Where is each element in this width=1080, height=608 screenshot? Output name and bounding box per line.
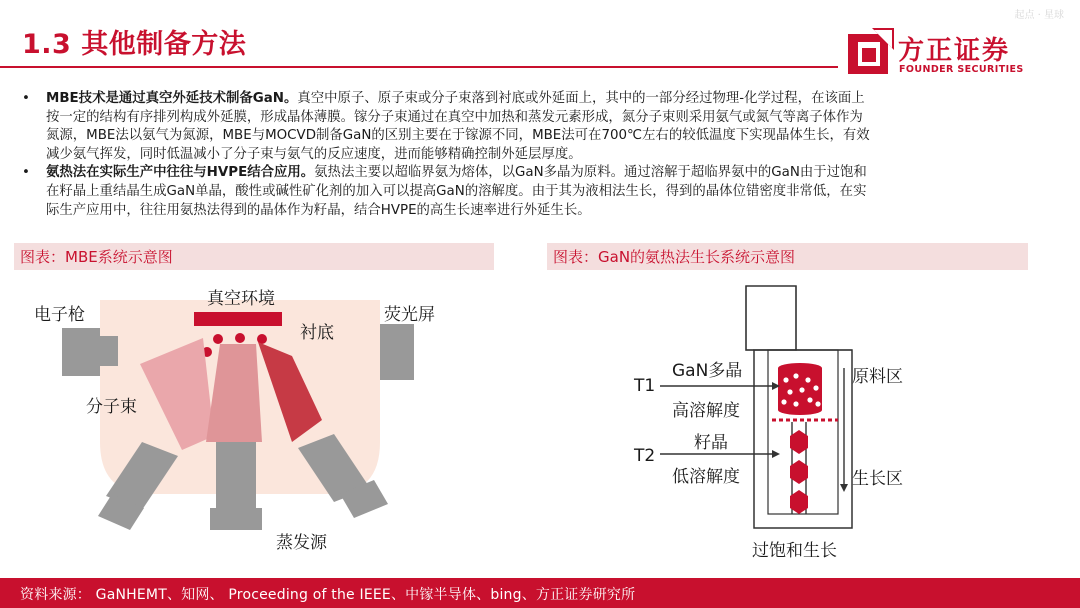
title-divider <box>0 66 838 68</box>
figure-caption-ammonothermal: 图表：GaN的氨热法生长系统示意图 <box>547 243 1028 270</box>
bullet-item <box>22 164 1052 220</box>
label-supersaturated-growth: 过饱和生长 <box>752 541 837 561</box>
substrate <box>194 312 282 326</box>
ammonothermal-diagram <box>540 272 1080 572</box>
electron-gun <box>62 328 100 376</box>
label-low-solubility: 低溶解度 <box>672 467 740 487</box>
label-electron-gun: 电子枪 <box>34 305 85 325</box>
logo-english-name: FOUNDER SECURITIES <box>899 64 1024 75</box>
bullet-line: 氨热法主要以超临界氨为熔体，以GaN多晶为原料。通过溶解于超临界氨中的GaN由于过饱和 <box>314 165 867 181</box>
bullet-list <box>22 90 1052 220</box>
label-molecular-beam: 分子束 <box>86 397 137 417</box>
founder-logo <box>846 28 1036 80</box>
electron-gun <box>96 336 118 366</box>
founder-logo-icon <box>846 28 894 76</box>
label-screen: 荧光屏 <box>384 305 435 325</box>
label-seed: 籽晶 <box>694 433 728 453</box>
label-vacuum: 真空环境 <box>207 289 275 309</box>
label-gan-poly: GaN多晶 <box>672 361 743 381</box>
autoclave-outline <box>796 286 852 350</box>
page-title: 1.3 其他制备方法 <box>22 29 247 60</box>
label-t1: T1 <box>634 376 656 396</box>
watermark: 起点 · 星球 <box>1014 10 1064 21</box>
bullet-lead: MBE技术是通过真空外延技术制备GaN。 <box>46 91 298 106</box>
label-t2: T2 <box>634 446 656 466</box>
autoclave-outline <box>746 286 754 350</box>
beam-particle <box>235 333 245 343</box>
label-effusion-source: 蒸发源 <box>276 533 327 553</box>
source-text: 资料来源： GaNHEMT、知网、 Proceeding of the IEEE、中镓半导体、bing、方正证券研究所 <box>20 587 636 603</box>
nutrient-basket-bottom <box>778 405 822 415</box>
autoclave-top <box>746 286 796 350</box>
bullet-line: 按一定的结构有序排列构成外延膜，形成晶体薄膜。镓分子束通过在真空中加热和蒸发元素形成，氮分子束则采用氨气或氮气等离子体作为 <box>46 109 863 125</box>
fluorescent-screen <box>380 324 414 380</box>
bullet-line: 真空中原子、原子束或分子束落到衬底或外延面上，其中的一部分经过物理-化学过程，在该面上 <box>297 91 865 106</box>
effusion-cell <box>210 508 262 530</box>
logo-chinese-name: 方正证券 <box>898 36 1011 66</box>
label-growth-zone: 生长区 <box>852 469 903 489</box>
bullet-item <box>22 90 1052 164</box>
figure-caption-mbe: 图表：MBE系统示意图 <box>14 243 494 270</box>
bullet-lead: 氨热法在实际生产中往往与HVPE结合应用。 <box>46 165 315 181</box>
label-high-solubility: 高溶解度 <box>672 401 740 421</box>
beam-particle <box>213 334 223 344</box>
bullet-line: 氮源，MBE法以氨气为氮源，MBE与MOCVD制备GaN的区别主要在于镓源不同，MBE法可在700℃左右的较低温度下实现晶体生长，有效 <box>46 128 870 144</box>
label-substrate: 衬底 <box>300 323 334 343</box>
bullet-marker: • <box>22 91 30 106</box>
effusion-cell <box>216 442 256 508</box>
source-footer <box>0 578 1080 608</box>
bullet-line: 减少氨气挥发，同时低温减小了分子束与氨气的反应速度，进而能够精确控制外延层厚度。 <box>46 146 582 162</box>
mbe-diagram <box>0 272 540 572</box>
bullet-marker: • <box>22 165 30 181</box>
bullet-line: 在籽晶上重结晶生成GaN单晶，酸性或碱性矿化剂的加入可以提高GaN的溶解度。由于其为液相法生长，得到的晶体位错密度非常低，在实 <box>46 183 867 199</box>
bullet-line: 际生产应用中，往往用氨热法得到的晶体作为籽晶，结合HVPE的高生长速率进行外延生长。 <box>46 202 591 218</box>
label-raw-zone: 原料区 <box>852 367 903 387</box>
